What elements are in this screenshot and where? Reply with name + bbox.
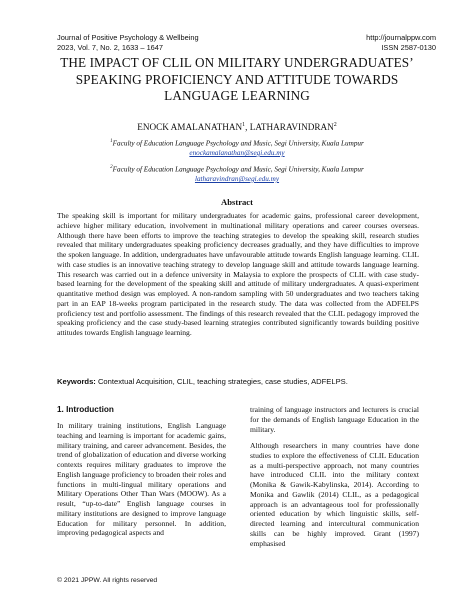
copyright-footer: © 2021 JPPW. All rights reserved (57, 577, 158, 584)
journal-issn: ISSN 2587-0130 (381, 43, 436, 52)
paper-title (40, 55, 434, 105)
affiliation-text-2: Faculty of Education Language Psychology and Music, Segi University, Kuala Lumpur (112, 165, 364, 174)
author-separator: , (245, 122, 250, 133)
intro-paragraph-continued: training of language instructors and lecturers is crucial for the demands of English language Education in the military. (250, 405, 419, 434)
author-affil-mark-2: 2 (333, 122, 337, 128)
keywords-line (57, 377, 419, 387)
intro-column-1 (57, 421, 226, 538)
intro-column-2-bottom (250, 441, 419, 548)
keywords-label: Keywords: (57, 377, 96, 386)
affiliation-email-1[interactable]: enockamalanathan@segi.edu.my (189, 148, 285, 157)
affiliation-mark-1: 1 (110, 139, 113, 144)
author-name-2: LATHARAVINDRAN (249, 122, 334, 133)
affiliation-2 (60, 163, 414, 185)
affiliation-text-1: Faculty of Education Language Psychology and Music, Segi University, Kuala Lumpur (112, 139, 364, 148)
journal-header-right (366, 33, 436, 53)
title-line-3: LANGUAGE LEARNING (164, 88, 310, 103)
keywords-text: Contextual Acquisition, CLIL, teaching strategies, case studies, ADFELPS. (95, 377, 348, 386)
author-list (40, 119, 434, 133)
journal-volume: 2023, Vol. 7, No. 2, 1633 – 1647 (57, 43, 164, 52)
section-heading-introduction: 1. Introduction (57, 405, 114, 414)
abstract-body: The speaking skill is important for military undergraduates for academic gains, professional career development, achieve higher military education, involvement in multinational military operations and career courses overseas. Although there have been efforts to improve the teaching strategies to develop the speaking skill, research studies revealed that military undergraduates speaking proficiency decreases gradually, and they have difficulties to improve the spoken language. In addition, undergraduates have unfavourable attitude towards English language learning. CLIL with case studies is an innovative teaching strategy to develop language skill and attitude towards language learning. This research was carried out in a defence university in Malaysia to explore the prospects of CLIL with case study-based learning for the development of the speaking skill and attitude of military undergraduates. A quasi-experiment quantitative method design was employed. A non-random sampling with 50 undergraduates and two teachers taking part in an EAP 18-weeks program participated in the research study. The data was collected from the ADFELPS proficiency test and portfolio assessment. The findings of this research revealed that the CLIL pedagogy improved the speaking proficiency and the case study-based learning strategies contributed significantly towards building positive attitudes towards English language learning. (57, 211, 419, 337)
title-line-2: SPEAKING PROFICIENCY AND ATTITUDE TOWARDS (75, 71, 399, 87)
affiliation-1 (60, 137, 414, 159)
affiliation-mark-2: 2 (110, 165, 113, 170)
intro-paragraph-1: In military training institutions, English Language teaching and learning is important for academic gains, military training, and career advancement. Besides, the trend of globalization of education and diverse working contexts requires military graduates to improve the English language proficiency to broaden their roles and functions in multi-lingual military operations and Military Operations Other Than Wars (MOOW). As a result, “up-to-date” English language courses in military institutions are designed to improve language Education for military personnel. In addition, improving pedagogical aspects and (57, 421, 226, 538)
journal-name: Journal of Positive Psychology & Wellbeing (57, 33, 199, 42)
journal-url[interactable]: http://journalppw.com (366, 33, 436, 42)
title-line-1: THE IMPACT OF CLIL ON MILITARY UNDERGRADUATES’ (60, 55, 414, 70)
journal-header-left (57, 33, 199, 53)
author-name-1: ENOCK AMALANATHAN (137, 122, 243, 133)
intro-column-2-top (250, 405, 419, 434)
abstract-heading: Abstract (221, 197, 253, 207)
intro-paragraph-2: Although researchers in many countries have done studies to explore the effectiveness of CLIL Education as a multi-perspective approach, not many countries have introduced CLIL into the military context (Monika & Gawik-Kabylinska, 2014). According to Monika and Gawlik (2014) CLIL, as a pedagogical approach is an advantageous tool for professionally oriented education by which linguistic skills, self-directed learning and intercultural communication skills can be highly improved. Grant (1997) emphasised (250, 441, 419, 548)
affiliation-email-2[interactable]: latharavindran@segi.edu.my (194, 174, 280, 183)
author-affil-mark-1: 1 (242, 122, 246, 128)
